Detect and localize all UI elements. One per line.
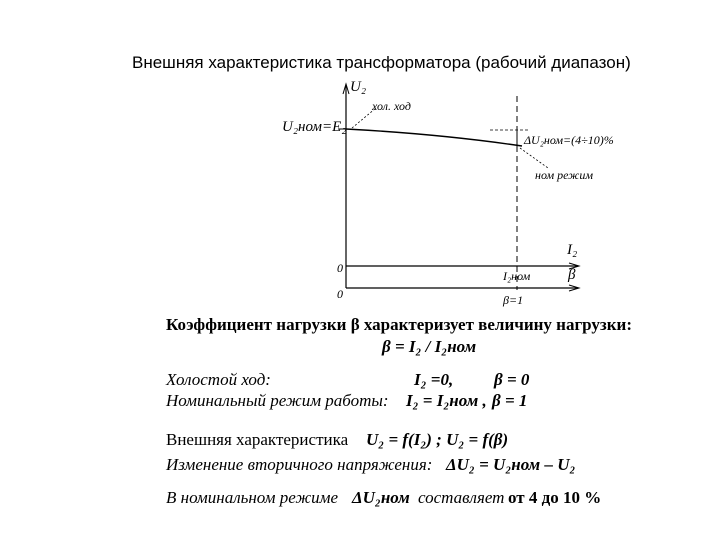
nominal-mode-prefix: В номинальном режиме xyxy=(166,488,339,507)
delta-label: ΔU₂ном=(4÷10)% xyxy=(524,133,614,147)
change-formula: ΔU₂ = U₂ном – U₂ xyxy=(446,455,576,474)
idle-name: Холостой ход: xyxy=(166,370,271,389)
beta-one-label: β=1 xyxy=(503,293,524,307)
nominal-mode-verb: составляет xyxy=(418,488,505,507)
page-title: Внешняя характеристика трансформатора (рабочий диапазон) xyxy=(132,53,631,72)
beta-axis-label: β xyxy=(568,267,576,283)
nominal-name: Номинальный режим работы: xyxy=(166,391,389,410)
nominal-beta: β = 1 xyxy=(492,391,528,410)
origin-lower-label: 0 xyxy=(337,287,343,301)
coef-heading: Коэффициент нагрузки β характеризует величину нагрузки: xyxy=(166,315,632,334)
external-name: Внешняя характеристика xyxy=(166,430,349,449)
nominal-mode-label: ном режим xyxy=(535,168,594,182)
characteristic-curve xyxy=(346,129,522,146)
y-axis-label: U₂ xyxy=(350,79,367,95)
coef-formula: β = I₂ / I₂ном xyxy=(382,337,477,356)
idle-label: хол. ход xyxy=(372,99,411,113)
external-formula: U₂ = f(I₂) ; U₂ = f(β) xyxy=(366,430,509,449)
idle-current: I₂ =0, xyxy=(414,370,454,389)
nominal-mode-range: от 4 до 10 % xyxy=(508,488,602,507)
idle-beta: β = 0 xyxy=(494,370,530,389)
origin-upper-label: 0 xyxy=(337,261,343,275)
nominal-current: I₂ = I₂ном , xyxy=(406,391,487,410)
nominal-leader xyxy=(520,148,548,168)
nominal-mode-value: ΔU₂ном xyxy=(352,488,410,507)
u-nom-label: U₂ном=E₂ xyxy=(282,119,347,135)
change-name: Изменение вторичного напряжения: xyxy=(166,455,433,474)
x-axis-label: I₂ xyxy=(567,242,578,258)
i-nom-label: I₂ном xyxy=(503,269,531,283)
